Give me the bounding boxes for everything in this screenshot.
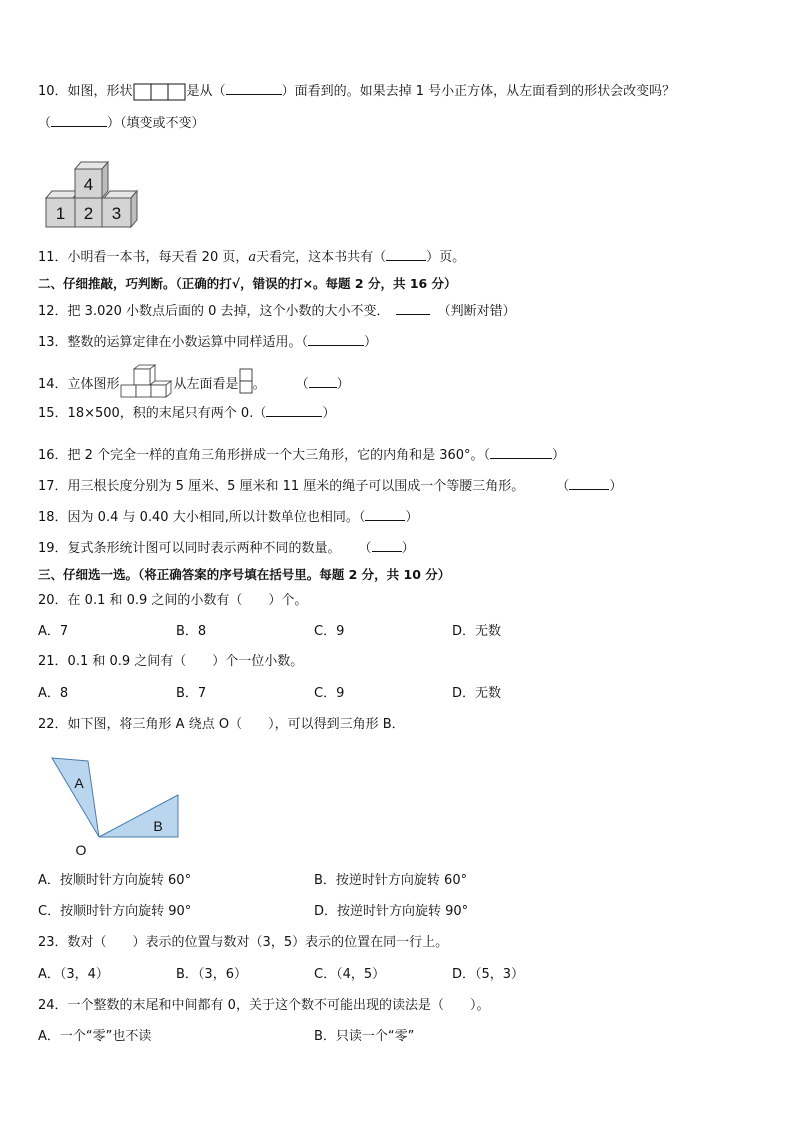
left-view-figure	[239, 368, 253, 394]
q19-text-b: （	[358, 541, 372, 556]
q18-text-a: 18．因为 0.4 与 0.40 大小相同,所以计数单位也相同。（	[38, 510, 366, 525]
q22-option-d[interactable]: D．按逆时针方向旋转 90°	[314, 904, 469, 919]
question-11	[38, 248, 465, 267]
answer-blank[interactable]	[226, 82, 282, 95]
question-22-stem: 22．如下图，将三角形 A 绕点 O（ ），可以得到三角形 B．	[38, 717, 405, 732]
q11-text-b: 天看完，这本书共有（	[256, 250, 387, 265]
q20-option-b[interactable]: B．8	[176, 624, 207, 639]
cube-stack-figure	[44, 158, 148, 230]
q17-text-b: （	[556, 479, 570, 494]
q17-text-a: 17．用三根长度分别为 5 厘米、5 厘米和 11 厘米的绳子可以围成一个等腰三角形。	[38, 479, 525, 494]
q20-option-a[interactable]: A．7	[38, 624, 69, 639]
q10-text-a: 10．如图，形状	[38, 84, 133, 99]
q11-variable: a	[248, 250, 257, 265]
q24-option-a[interactable]: A．一个“零”也不读	[38, 1029, 152, 1044]
q21-option-c[interactable]: C．9	[314, 686, 345, 701]
q14-text-e: ）	[336, 377, 350, 392]
cube-label-1: 1	[55, 204, 66, 223]
q10-text-e: ）（填变或不变）	[107, 116, 205, 131]
rotation-triangles-figure	[48, 755, 184, 859]
section-2-heading: 二、仔细推敲，巧判断。（正确的打√，错误的打×。每题 2 分，共 16 分）	[38, 276, 457, 291]
q10-text-d: （	[38, 116, 52, 131]
point-o-label: O	[75, 842, 87, 858]
answer-blank[interactable]	[51, 114, 107, 127]
q21-option-b[interactable]: B．7	[176, 686, 207, 701]
q16-text-b: ）	[552, 448, 566, 463]
question-13	[38, 333, 377, 352]
q14-text-c: 。	[252, 377, 266, 392]
q22-option-a[interactable]: A．按顺时针方向旋转 60°	[38, 873, 192, 888]
q14-text-a: 14．立体图形	[38, 377, 120, 392]
question-12	[38, 302, 516, 321]
q23-option-c[interactable]: C．（4，5）	[314, 967, 386, 982]
q20-option-d[interactable]: D．无数	[452, 624, 502, 639]
q21-option-d[interactable]: D．无数	[452, 686, 502, 701]
q11-text-c: ）页。	[426, 250, 466, 265]
question-15	[38, 404, 335, 423]
three-squares-figure	[133, 83, 187, 101]
answer-blank[interactable]	[569, 477, 609, 490]
q15-text-a: 15．18×500，积的末尾只有两个 0.（	[38, 406, 267, 421]
q16-text-a: 16．把 2 个完全一样的直角三角形拼成一个大三角形，它的内角和是 360°。（	[38, 448, 491, 463]
question-20-stem: 20．在 0.1 和 0.9 之间的小数有（ ）个。	[38, 593, 308, 608]
q13-text-a: 13．整数的运算定律在小数运算中同样适用。（	[38, 335, 309, 350]
question-10-line1	[38, 82, 675, 101]
answer-blank[interactable]	[396, 302, 430, 315]
q23-option-a[interactable]: A．（3，4）	[38, 967, 109, 982]
question-19	[38, 539, 415, 558]
q19-text-a: 19．复式条形统计图可以同时表示两种不同的数量。	[38, 541, 341, 556]
question-23-stem: 23．数对（ ）表示的位置与数对（3，5）表示的位置在同一行上。	[38, 935, 449, 950]
q14-text-d: （	[295, 377, 309, 392]
q13-text-b: ）	[364, 335, 378, 350]
triangle-b-label: B	[153, 818, 163, 834]
question-10-line2	[38, 114, 205, 133]
q19-text-c: ）	[401, 541, 415, 556]
question-21-stem: 21．0.1 和 0.9 之间有（ ）个一位小数。	[38, 654, 304, 669]
q24-option-b[interactable]: B．只读一个“零”	[314, 1029, 415, 1044]
answer-blank[interactable]	[266, 404, 322, 417]
q17-text-c: ）	[609, 479, 623, 494]
q23-option-d[interactable]: D．（5，3）	[452, 967, 525, 982]
cube-label-3: 3	[111, 204, 122, 223]
q23-option-b[interactable]: B．（3，6）	[176, 967, 247, 982]
q10-text-c: ）面看到的。如果去掉 1 号小正方体，从左面看到的形状会改变吗？	[281, 84, 676, 99]
answer-blank[interactable]	[308, 333, 364, 346]
q18-text-b: ）	[405, 510, 419, 525]
answer-blank[interactable]	[372, 539, 402, 552]
answer-blank[interactable]	[490, 446, 552, 459]
cube-label-2: 2	[83, 204, 94, 223]
q12-text-b: （判断对错）	[437, 304, 516, 319]
q15-text-b: ）	[322, 406, 336, 421]
question-24-stem: 24．一个整数的末尾和中间都有 0，关于这个数不可能出现的读法是（ ）。	[38, 998, 490, 1013]
q22-option-c[interactable]: C．按顺时针方向旋转 90°	[38, 904, 192, 919]
answer-blank[interactable]	[365, 508, 405, 521]
q12-text-a: 12．把 3.020 小数点后面的 0 去掉，这个小数的大小不变．	[38, 304, 390, 319]
q11-text-a: 11．小明看一本书，每天看 20 页，	[38, 250, 249, 265]
cube-label-4: 4	[83, 175, 94, 194]
question-17	[38, 477, 622, 496]
section-3-heading: 三、仔细选一选。（将正确答案的序号填在括号里。每题 2 分，共 10 分）	[38, 567, 451, 582]
triangle-a-label: A	[74, 775, 84, 791]
q21-option-a[interactable]: A．8	[38, 686, 69, 701]
question-14	[38, 364, 350, 394]
answer-blank[interactable]	[309, 375, 337, 388]
q20-option-c[interactable]: C．9	[314, 624, 345, 639]
q14-text-b: 从左面看是	[173, 377, 239, 392]
answer-blank[interactable]	[386, 248, 426, 261]
q10-text-b: 是从（	[186, 84, 226, 99]
question-18	[38, 508, 418, 527]
question-16	[38, 446, 565, 465]
q22-option-b[interactable]: B．按逆时针方向旋转 60°	[314, 873, 468, 888]
solid-figure	[120, 364, 174, 398]
